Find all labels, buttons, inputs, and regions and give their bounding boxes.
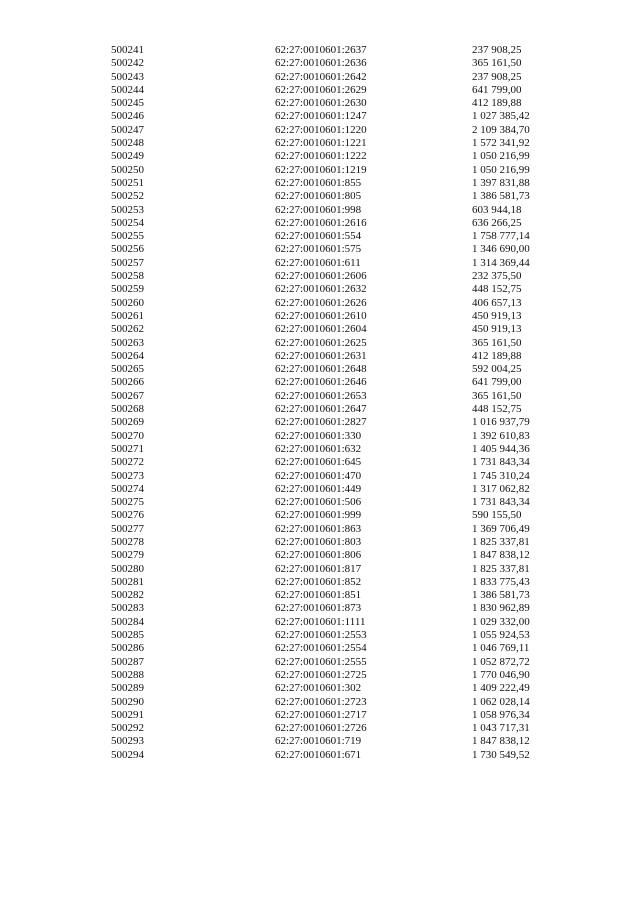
table-row xyxy=(0,696,640,709)
table-row xyxy=(0,310,640,323)
record-number: 500262 xyxy=(111,323,144,336)
cadastral-value: 1 052 872,72 xyxy=(472,655,530,668)
table-row xyxy=(0,71,640,84)
cadastral-number: 62:27:0010601:863 xyxy=(275,522,362,535)
cadastral-value: 1 046 769,11 xyxy=(472,642,530,655)
cadastral-value: 592 004,25 xyxy=(472,363,522,376)
table-row xyxy=(0,44,640,57)
cadastral-number: 62:27:0010601:2554 xyxy=(275,642,367,655)
table-row xyxy=(0,270,640,283)
table-row xyxy=(0,509,640,522)
record-number: 500261 xyxy=(111,309,144,322)
cadastral-value: 2 109 384,70 xyxy=(472,123,530,136)
cadastral-value: 641 799,00 xyxy=(472,83,522,96)
record-number: 500285 xyxy=(111,629,144,642)
table-row xyxy=(0,403,640,416)
record-number: 500294 xyxy=(111,748,144,761)
record-number: 500274 xyxy=(111,482,144,495)
table-row xyxy=(0,337,640,350)
cadastral-value: 1 314 369,44 xyxy=(472,256,530,269)
cadastral-value: 1 386 581,73 xyxy=(472,589,530,602)
record-number: 500244 xyxy=(111,83,144,96)
table-row xyxy=(0,323,640,336)
cadastral-value: 448 152,75 xyxy=(472,403,522,416)
record-number: 500247 xyxy=(111,123,144,136)
cadastral-value: 365 161,50 xyxy=(472,336,522,349)
table-row xyxy=(0,616,640,629)
cadastral-number: 62:27:0010601:2606 xyxy=(275,270,367,283)
cadastral-value: 1 386 581,73 xyxy=(472,190,530,203)
cadastral-number: 62:27:0010601:449 xyxy=(275,482,362,495)
cadastral-value: 1 027 385,42 xyxy=(472,110,530,123)
cadastral-number: 62:27:0010601:2653 xyxy=(275,389,367,402)
cadastral-value: 365 161,50 xyxy=(472,389,522,402)
cadastral-number: 62:27:0010601:999 xyxy=(275,509,362,522)
table-row xyxy=(0,749,640,762)
table-row xyxy=(0,656,640,669)
record-number: 500282 xyxy=(111,589,144,602)
table-row xyxy=(0,523,640,536)
cadastral-number: 62:27:0010601:998 xyxy=(275,203,362,216)
cadastral-number: 62:27:0010601:2726 xyxy=(275,722,367,735)
table-row xyxy=(0,230,640,243)
cadastral-value: 1 731 843,34 xyxy=(472,456,530,469)
cadastral-number: 62:27:0010601:855 xyxy=(275,176,362,189)
record-number: 500284 xyxy=(111,615,144,628)
table-row xyxy=(0,735,640,748)
cadastral-value: 450 919,13 xyxy=(472,309,522,322)
table-row xyxy=(0,536,640,549)
table-row xyxy=(0,470,640,483)
record-number: 500256 xyxy=(111,243,144,256)
cadastral-value: 1 397 831,88 xyxy=(472,176,530,189)
cadastral-value: 1 825 337,81 xyxy=(472,562,530,575)
cadastral-number: 62:27:0010601:575 xyxy=(275,243,362,256)
cadastral-value: 448 152,75 xyxy=(472,283,522,296)
record-number: 500293 xyxy=(111,735,144,748)
record-number: 500253 xyxy=(111,203,144,216)
cadastral-number: 62:27:0010601:1247 xyxy=(275,110,367,123)
cadastral-number: 62:27:0010601:2631 xyxy=(275,349,367,362)
record-number: 500260 xyxy=(111,296,144,309)
cadastral-number: 62:27:0010601:2636 xyxy=(275,57,367,70)
cadastral-number: 62:27:0010601:2626 xyxy=(275,296,367,309)
record-number: 500281 xyxy=(111,575,144,588)
cadastral-value: 1 043 717,31 xyxy=(472,722,530,735)
record-number: 500273 xyxy=(111,469,144,482)
cadastral-number: 62:27:0010601:470 xyxy=(275,469,362,482)
cadastral-value: 1 758 777,14 xyxy=(472,230,530,243)
record-number: 500263 xyxy=(111,336,144,349)
record-number: 500272 xyxy=(111,456,144,469)
record-number: 500279 xyxy=(111,549,144,562)
table-row xyxy=(0,57,640,70)
table-row xyxy=(0,682,640,695)
record-number: 500280 xyxy=(111,562,144,575)
table-row xyxy=(0,549,640,562)
table-row xyxy=(0,642,640,655)
record-number: 500251 xyxy=(111,176,144,189)
cadastral-number: 62:27:0010601:719 xyxy=(275,735,362,748)
table-row xyxy=(0,137,640,150)
cadastral-number: 62:27:0010601:671 xyxy=(275,748,362,761)
cadastral-value: 1 833 775,43 xyxy=(472,575,530,588)
data-table xyxy=(0,44,640,762)
table-row xyxy=(0,190,640,203)
cadastral-value: 1 745 310,24 xyxy=(472,469,530,482)
record-number: 500292 xyxy=(111,722,144,735)
cadastral-value: 1 830 962,89 xyxy=(472,602,530,615)
cadastral-value: 1 050 216,99 xyxy=(472,150,530,163)
cadastral-number: 62:27:0010601:2723 xyxy=(275,695,367,708)
table-row xyxy=(0,483,640,496)
cadastral-value: 1 346 690,00 xyxy=(472,243,530,256)
cadastral-value: 1 369 706,49 xyxy=(472,522,530,535)
table-row xyxy=(0,722,640,735)
cadastral-number: 62:27:0010601:1219 xyxy=(275,163,367,176)
record-number: 500283 xyxy=(111,602,144,615)
record-number: 500242 xyxy=(111,57,144,70)
cadastral-value: 636 266,25 xyxy=(472,216,522,229)
table-row xyxy=(0,496,640,509)
cadastral-number: 62:27:0010601:330 xyxy=(275,429,362,442)
record-number: 500268 xyxy=(111,403,144,416)
cadastral-number: 62:27:0010601:554 xyxy=(275,230,362,243)
cadastral-value: 237 908,25 xyxy=(472,70,522,83)
record-number: 500266 xyxy=(111,376,144,389)
record-number: 500264 xyxy=(111,349,144,362)
cadastral-value: 1 392 610,83 xyxy=(472,429,530,442)
table-row xyxy=(0,97,640,110)
cadastral-value: 1 730 549,52 xyxy=(472,748,530,761)
record-number: 500265 xyxy=(111,363,144,376)
table-row xyxy=(0,84,640,97)
table-row xyxy=(0,243,640,256)
record-number: 500286 xyxy=(111,642,144,655)
record-number: 500289 xyxy=(111,682,144,695)
cadastral-value: 412 189,88 xyxy=(472,97,522,110)
record-number: 500245 xyxy=(111,97,144,110)
cadastral-number: 62:27:0010601:851 xyxy=(275,589,362,602)
cadastral-value: 1 055 924,53 xyxy=(472,629,530,642)
cadastral-number: 62:27:0010601:506 xyxy=(275,496,362,509)
table-row xyxy=(0,283,640,296)
cadastral-value: 1 731 843,34 xyxy=(472,496,530,509)
record-number: 500288 xyxy=(111,668,144,681)
cadastral-value: 1 405 944,36 xyxy=(472,442,530,455)
record-number: 500241 xyxy=(111,44,144,56)
record-number: 500243 xyxy=(111,70,144,83)
table-row xyxy=(0,416,640,429)
table-row xyxy=(0,669,640,682)
cadastral-value: 1 317 062,82 xyxy=(472,482,530,495)
table-row xyxy=(0,257,640,270)
record-number: 500269 xyxy=(111,416,144,429)
cadastral-number: 62:27:0010601:2637 xyxy=(275,44,367,56)
table-row xyxy=(0,363,640,376)
table-row xyxy=(0,217,640,230)
table-row xyxy=(0,563,640,576)
cadastral-number: 62:27:0010601:1220 xyxy=(275,123,367,136)
table-row xyxy=(0,204,640,217)
table-row xyxy=(0,456,640,469)
record-number: 500255 xyxy=(111,230,144,243)
cadastral-value: 1 062 028,14 xyxy=(472,695,530,708)
cadastral-number: 62:27:0010601:805 xyxy=(275,190,362,203)
cadastral-value: 1 050 216,99 xyxy=(472,163,530,176)
table-row xyxy=(0,709,640,722)
cadastral-value: 1 825 337,81 xyxy=(472,535,530,548)
cadastral-number: 62:27:0010601:2604 xyxy=(275,323,367,336)
cadastral-value: 232 375,50 xyxy=(472,270,522,283)
table-row xyxy=(0,110,640,123)
table-row xyxy=(0,629,640,642)
record-number: 500271 xyxy=(111,442,144,455)
cadastral-value: 641 799,00 xyxy=(472,376,522,389)
cadastral-number: 62:27:0010601:817 xyxy=(275,562,362,575)
cadastral-number: 62:27:0010601:2630 xyxy=(275,97,367,110)
cadastral-value: 1 847 838,12 xyxy=(472,735,530,748)
cadastral-number: 62:27:0010601:632 xyxy=(275,442,362,455)
record-number: 500287 xyxy=(111,655,144,668)
table-row xyxy=(0,164,640,177)
cadastral-number: 62:27:0010601:852 xyxy=(275,575,362,588)
cadastral-number: 62:27:0010601:2616 xyxy=(275,216,367,229)
table-row xyxy=(0,350,640,363)
record-number: 500258 xyxy=(111,270,144,283)
cadastral-number: 62:27:0010601:2646 xyxy=(275,376,367,389)
cadastral-value: 1 572 341,92 xyxy=(472,137,530,150)
record-number: 500246 xyxy=(111,110,144,123)
cadastral-number: 62:27:0010601:2632 xyxy=(275,283,367,296)
record-number: 500252 xyxy=(111,190,144,203)
cadastral-value: 1 016 937,79 xyxy=(472,416,530,429)
record-number: 500254 xyxy=(111,216,144,229)
cadastral-value: 450 919,13 xyxy=(472,323,522,336)
record-number: 500276 xyxy=(111,509,144,522)
table-row xyxy=(0,390,640,403)
cadastral-number: 62:27:0010601:2553 xyxy=(275,629,367,642)
table-row xyxy=(0,589,640,602)
cadastral-number: 62:27:0010601:302 xyxy=(275,682,362,695)
record-number: 500277 xyxy=(111,522,144,535)
cadastral-value: 412 189,88 xyxy=(472,349,522,362)
cadastral-number: 62:27:0010601:803 xyxy=(275,535,362,548)
cadastral-value: 365 161,50 xyxy=(472,57,522,70)
table-row xyxy=(0,177,640,190)
table-row xyxy=(0,443,640,456)
record-number: 500270 xyxy=(111,429,144,442)
cadastral-number: 62:27:0010601:611 xyxy=(275,256,361,269)
table-row xyxy=(0,297,640,310)
cadastral-number: 62:27:0010601:2647 xyxy=(275,403,367,416)
record-number: 500291 xyxy=(111,708,144,721)
cadastral-number: 62:27:0010601:2642 xyxy=(275,70,367,83)
cadastral-number: 62:27:0010601:645 xyxy=(275,456,362,469)
record-number: 500248 xyxy=(111,137,144,150)
cadastral-number: 62:27:0010601:1222 xyxy=(275,150,367,163)
cadastral-value: 406 657,13 xyxy=(472,296,522,309)
cadastral-value: 1 409 222,49 xyxy=(472,682,530,695)
cadastral-number: 62:27:0010601:1221 xyxy=(275,137,367,150)
record-number: 500257 xyxy=(111,256,144,269)
record-number: 500275 xyxy=(111,496,144,509)
cadastral-value: 1 029 332,00 xyxy=(472,615,530,628)
table-row xyxy=(0,602,640,615)
record-number: 500250 xyxy=(111,163,144,176)
cadastral-value: 237 908,25 xyxy=(472,44,522,56)
cadastral-number: 62:27:0010601:2625 xyxy=(275,336,367,349)
record-number: 500290 xyxy=(111,695,144,708)
record-number: 500267 xyxy=(111,389,144,402)
table-row xyxy=(0,150,640,163)
table-row xyxy=(0,576,640,589)
cadastral-number: 62:27:0010601:1111 xyxy=(275,615,366,628)
cadastral-value: 1 847 838,12 xyxy=(472,549,530,562)
table-row xyxy=(0,376,640,389)
cadastral-number: 62:27:0010601:873 xyxy=(275,602,362,615)
cadastral-value: 1 058 976,34 xyxy=(472,708,530,721)
table-row xyxy=(0,430,640,443)
record-number: 500278 xyxy=(111,535,144,548)
cadastral-number: 62:27:0010601:2827 xyxy=(275,416,367,429)
cadastral-number: 62:27:0010601:2725 xyxy=(275,668,367,681)
record-number: 500249 xyxy=(111,150,144,163)
cadastral-number: 62:27:0010601:2629 xyxy=(275,83,367,96)
cadastral-value: 603 944,18 xyxy=(472,203,522,216)
record-number: 500259 xyxy=(111,283,144,296)
cadastral-number: 62:27:0010601:806 xyxy=(275,549,362,562)
cadastral-number: 62:27:0010601:2648 xyxy=(275,363,367,376)
cadastral-value: 1 770 046,90 xyxy=(472,668,530,681)
cadastral-value: 590 155,50 xyxy=(472,509,522,522)
cadastral-number: 62:27:0010601:2610 xyxy=(275,309,367,322)
table-row xyxy=(0,124,640,137)
cadastral-number: 62:27:0010601:2555 xyxy=(275,655,367,668)
cadastral-number: 62:27:0010601:2717 xyxy=(275,708,367,721)
